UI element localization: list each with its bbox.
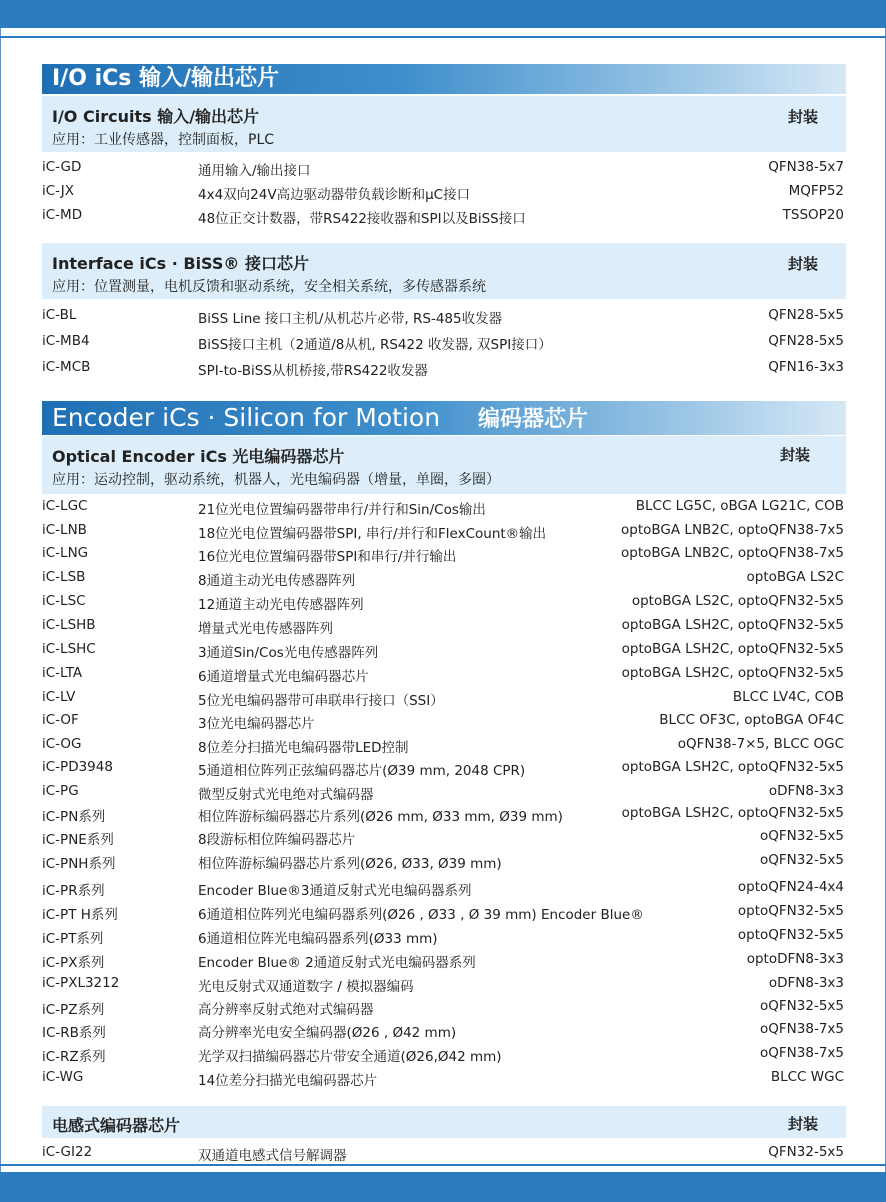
part-number: iC-LNB bbox=[42, 522, 87, 538]
part-number: iC-LNG bbox=[42, 545, 89, 561]
table-row bbox=[42, 545, 846, 567]
part-package: oQFN38-7x5 bbox=[760, 1045, 844, 1061]
part-number: iC-PN系列 bbox=[42, 809, 106, 825]
table-row bbox=[42, 641, 846, 663]
part-package: BLCC LV4C, COB bbox=[732, 689, 844, 705]
part-description: 8位差分扫描光电编码器带LED控制 bbox=[198, 740, 409, 756]
part-description: 18位光电位置编码器带SPI, 串行/并行和FlexCount®输出 bbox=[198, 526, 547, 542]
part-description: 8段游标相位阵编码器芯片 bbox=[198, 832, 356, 848]
part-number: iC-LGC bbox=[42, 498, 88, 514]
part-number: iC-PT H系列 bbox=[42, 907, 118, 923]
part-description: 相位阵游标编码器芯片系列(Ø26 mm, Ø33 mm, Ø39 mm) bbox=[198, 809, 563, 825]
bottom-bar bbox=[0, 1172, 886, 1202]
part-package: optoBGA LSH2C, optoQFN32-5x5 bbox=[621, 759, 844, 775]
part-package: optoBGA LS2C bbox=[746, 569, 844, 585]
table-row bbox=[42, 569, 846, 591]
part-description: 6通道相位阵列光电编码器系列(Ø26 , Ø33 , Ø 39 mm) Encoder Blue® bbox=[198, 907, 644, 923]
part-description: 高分辨率反射式绝对式编码器 bbox=[198, 1002, 374, 1018]
part-description: 6通道增量式光电编码器芯片 bbox=[198, 669, 369, 685]
part-package: optoQFN32-5x5 bbox=[737, 927, 844, 943]
section-title-cn: 编码器芯片 bbox=[477, 407, 588, 432]
part-number: iC-RZ系列 bbox=[42, 1049, 106, 1065]
table-row bbox=[42, 852, 846, 874]
package-header: 封装 bbox=[787, 255, 818, 273]
part-package: optoQFN24-4x4 bbox=[737, 879, 844, 895]
table-row bbox=[42, 1144, 846, 1166]
part-package: BLCC LG5C, oBGA LG21C, COB bbox=[635, 498, 844, 514]
table-row bbox=[42, 689, 846, 711]
part-number: iC-MB4 bbox=[42, 333, 90, 349]
part-number: iC-LSB bbox=[42, 569, 86, 585]
part-number: iC-PT系列 bbox=[42, 931, 104, 947]
part-number: iC-GD bbox=[42, 159, 82, 175]
part-number: iC-WG bbox=[42, 1069, 84, 1085]
table-row bbox=[42, 522, 846, 544]
part-package: optoBGA LSH2C, optoQFN32-5x5 bbox=[621, 617, 844, 633]
table-row bbox=[42, 207, 846, 229]
part-number: iC-LSC bbox=[42, 593, 86, 609]
part-package: optoDFN8-3x3 bbox=[746, 951, 844, 967]
section-title-encoder bbox=[42, 401, 846, 435]
part-description: 光电反射式双通道数字 / 模拟器编码 bbox=[198, 979, 414, 995]
table-row bbox=[42, 879, 846, 901]
part-description: 微型反射式光电绝对式编码器 bbox=[198, 787, 374, 803]
top-bar bbox=[0, 0, 886, 28]
part-number: iC-PNH系列 bbox=[42, 856, 116, 872]
part-number: IC-RB系列 bbox=[42, 1025, 106, 1041]
part-package: oDFN8-3x3 bbox=[768, 783, 844, 799]
part-description: BiSS接口主机（2通道/8从机, RS422 收发器, 双SPI接口） bbox=[198, 337, 552, 353]
part-package: oQFN38-7×5, BLCC OGC bbox=[677, 736, 844, 752]
part-description: 3通道Sin/Cos光电传感器阵列 bbox=[198, 645, 379, 661]
part-package: optoBGA LSH2C, optoQFN32-5x5 bbox=[621, 665, 844, 681]
part-package: oDFN8-3x3 bbox=[768, 975, 844, 991]
part-number: iC-BL bbox=[42, 307, 77, 323]
part-number: iC-PX系列 bbox=[42, 955, 105, 971]
part-description: 48位正交计数器，带RS422接收器和SPI以及BiSS接口 bbox=[198, 211, 526, 227]
subheader-encoder bbox=[42, 436, 846, 494]
table-row bbox=[42, 736, 846, 758]
part-package: optoBGA LSH2C, optoQFN32-5x5 bbox=[621, 805, 844, 821]
bottom-rule bbox=[0, 1164, 886, 1166]
table-row bbox=[42, 307, 846, 329]
table-row bbox=[42, 617, 846, 639]
part-package: BLCC WGC bbox=[770, 1069, 844, 1085]
part-description: 6通道相位阵光电编码器系列(Ø33 mm) bbox=[198, 931, 438, 947]
part-number: iC-GI22 bbox=[42, 1144, 93, 1160]
table-row bbox=[42, 1021, 846, 1043]
part-description: Encoder Blue® 2通道反射式光电编码器系列 bbox=[198, 955, 476, 971]
table-row bbox=[42, 1069, 846, 1091]
part-description: 增量式光电传感器阵列 bbox=[198, 621, 333, 637]
subheader-application: 应用：位置测量，电机反馈和驱动系统，安全相关系统，多传感器系统 bbox=[52, 279, 486, 295]
part-description: 14位差分扫描光电编码器芯片 bbox=[198, 1073, 378, 1089]
part-number: iC-OF bbox=[42, 712, 79, 728]
section-title-en: Encoder iCs · Silicon for Motion bbox=[52, 403, 441, 432]
table-row bbox=[42, 183, 846, 205]
part-package: QFN32-5x5 bbox=[768, 1144, 844, 1160]
part-number: iC-PZ系列 bbox=[42, 1002, 105, 1018]
table-row bbox=[42, 951, 846, 973]
table-row bbox=[42, 903, 846, 925]
part-package: QFN28-5x5 bbox=[768, 307, 844, 323]
part-package: optoBGA LNB2C, optoQFN38-7x5 bbox=[621, 545, 844, 561]
table-row bbox=[42, 828, 846, 850]
part-number: iC-OG bbox=[42, 736, 82, 752]
part-description: 5位光电编码器带可串联串行接口（SSI） bbox=[198, 693, 444, 709]
subheader-title: Optical Encoder iCs 光电编码器芯片 bbox=[52, 447, 345, 466]
part-number: iC-MCB bbox=[42, 359, 91, 375]
part-package: QFN28-5x5 bbox=[768, 333, 844, 349]
part-description: SPI-to-BiSS从机桥接,带RS422收发器 bbox=[198, 363, 428, 379]
part-number: iC-LSHB bbox=[42, 617, 96, 633]
part-package: TSSOP20 bbox=[782, 207, 844, 223]
part-package: optoBGA LS2C, optoQFN32-5x5 bbox=[631, 593, 844, 609]
part-package: oQFN38-7x5 bbox=[760, 1021, 844, 1037]
table-row bbox=[42, 333, 846, 355]
part-description: 3位光电编码器芯片 bbox=[198, 716, 315, 732]
package-header: 封装 bbox=[779, 446, 810, 464]
subheader-title: I/O Circuits 输入/输出芯片 bbox=[52, 107, 260, 126]
subheader-title: 电感式编码器芯片 bbox=[52, 1116, 181, 1135]
part-number: iC-PR系列 bbox=[42, 883, 105, 899]
part-description: 21位光电位置编码器带串行/并行和Sin/Cos输出 bbox=[198, 502, 486, 518]
package-header: 封装 bbox=[787, 108, 818, 126]
part-number: iC-JX bbox=[42, 183, 75, 199]
part-description: 5通道相位阵列正弦编码器芯片(Ø39 mm, 2048 CPR) bbox=[198, 763, 526, 779]
part-package: optoQFN32-5x5 bbox=[737, 903, 844, 919]
part-description: 4x4双向24V高边驱动器带负载诊断和μC接口 bbox=[198, 187, 471, 203]
section-title-io: I/O iCs 输入/输出芯片 bbox=[42, 64, 846, 94]
part-package: optoBGA LSH2C, optoQFN32-5x5 bbox=[621, 641, 844, 657]
part-number: iC-LTA bbox=[42, 665, 83, 681]
table-row bbox=[42, 593, 846, 615]
table-row bbox=[42, 665, 846, 687]
package-header: 封装 bbox=[787, 1115, 818, 1133]
part-number: iC-LV bbox=[42, 689, 76, 705]
part-description: 8通道主动光电传感器阵列 bbox=[198, 573, 356, 589]
part-package: optoBGA LNB2C, optoQFN38-7x5 bbox=[621, 522, 844, 538]
part-description: 相位阵游标编码器芯片系列(Ø26, Ø33, Ø39 mm) bbox=[198, 856, 502, 872]
part-package: QFN38-5x7 bbox=[768, 159, 844, 175]
part-package: QFN16-3x3 bbox=[768, 359, 844, 375]
part-number: iC-PD3948 bbox=[42, 759, 113, 775]
subheader-title: Interface iCs · BiSS® 接口芯片 bbox=[52, 254, 309, 273]
part-description: 通用输入/输出接口 bbox=[198, 163, 311, 179]
table-row bbox=[42, 927, 846, 949]
table-row bbox=[42, 1045, 846, 1067]
table-row bbox=[42, 975, 846, 997]
part-package: oQFN32-5x5 bbox=[760, 852, 844, 868]
table-row bbox=[42, 759, 846, 781]
part-package: oQFN32-5x5 bbox=[760, 998, 844, 1014]
part-number: iC-PNE系列 bbox=[42, 832, 114, 848]
table-row bbox=[42, 712, 846, 734]
table-row bbox=[42, 783, 846, 805]
part-number: iC-PXL3212 bbox=[42, 975, 120, 991]
table-row bbox=[42, 998, 846, 1020]
part-description: 16位光电位置编码器带SPI和串行/并行输出 bbox=[198, 549, 457, 565]
part-number: iC-PG bbox=[42, 783, 79, 799]
subheader-io bbox=[42, 96, 846, 152]
part-package: MQFP52 bbox=[788, 183, 844, 199]
top-rule bbox=[0, 36, 886, 38]
part-number: iC-LSHC bbox=[42, 641, 96, 657]
part-package: BLCC OF3C, optoBGA OF4C bbox=[659, 712, 844, 728]
part-description: BiSS Line 接口主机/从机芯片必带, RS-485收发器 bbox=[198, 311, 503, 327]
table-row bbox=[42, 159, 846, 181]
part-description: 光学双扫描编码器芯片带安全通道(Ø26,Ø42 mm) bbox=[198, 1049, 502, 1065]
table-row bbox=[42, 498, 846, 520]
subheader-application: 应用：运动控制，驱动系统，机器人，光电编码器（增量，单圈，多圈） bbox=[52, 472, 500, 488]
subheader-application: 应用：工业传感器，控制面板，PLC bbox=[52, 132, 275, 148]
part-package: oQFN32-5x5 bbox=[760, 828, 844, 844]
table-row bbox=[42, 359, 846, 381]
table-row bbox=[42, 805, 846, 827]
subheader-inductive bbox=[42, 1106, 846, 1138]
part-number: iC-MD bbox=[42, 207, 83, 223]
part-description: 高分辨率光电安全编码器(Ø26 , Ø42 mm) bbox=[198, 1025, 457, 1041]
part-description: Encoder Blue®3通道反射式光电编码器系列 bbox=[198, 883, 472, 899]
part-description: 12通道主动光电传感器阵列 bbox=[198, 597, 364, 613]
part-description: 双通道电感式信号解调器 bbox=[198, 1148, 347, 1164]
subheader-interface bbox=[42, 243, 846, 299]
